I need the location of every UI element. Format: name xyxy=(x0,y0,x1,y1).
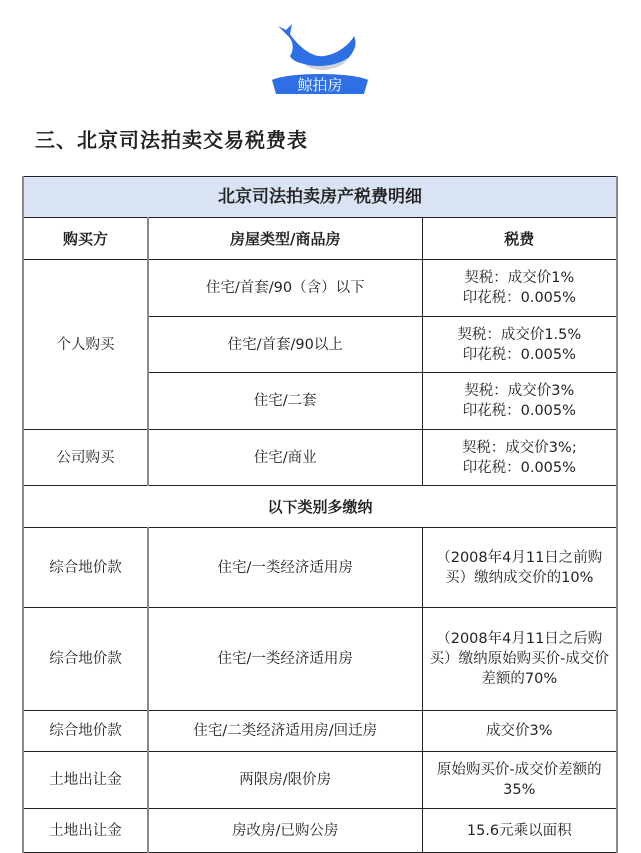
fee-cell: 原始购买价-成交价差额的35% xyxy=(422,752,617,809)
whale-icon xyxy=(268,10,372,96)
type-cell: 房改房/已购公房 xyxy=(148,809,422,853)
table-row xyxy=(23,608,617,711)
type-cell: 住宅/一类经济适用房 xyxy=(148,608,422,711)
table-title-row xyxy=(23,177,617,218)
subheader: 以下类别多缴纳 xyxy=(23,486,617,528)
category-cell: 综合地价款 xyxy=(23,608,148,711)
type-cell: 住宅/商业 xyxy=(148,430,422,486)
table-row xyxy=(23,260,617,317)
type-cell: 住宅/二类经济适用房/回迁房 xyxy=(148,711,422,752)
type-cell: 住宅/一类经济适用房 xyxy=(148,528,422,608)
header-type: 房屋类型/商品房 xyxy=(148,218,422,260)
subheader-row xyxy=(23,486,617,528)
type-cell: 住宅/二套 xyxy=(148,373,422,430)
buyer-cell: 个人购买 xyxy=(23,260,148,430)
type-cell: 住宅/首套/90（含）以下 xyxy=(148,260,422,317)
category-cell: 综合地价款 xyxy=(23,711,148,752)
table-title: 北京司法拍卖房产税费明细 xyxy=(23,177,617,218)
category-cell: 土地出让金 xyxy=(23,752,148,809)
buyer-cell: 公司购买 xyxy=(23,430,148,486)
fee-cell: 契税：成交价1% 印花税：0.005% xyxy=(422,260,617,317)
table-row xyxy=(23,752,617,809)
fee-cell: （2008年4月11日之后购买）缴纳原始购买价-成交价差额的70% xyxy=(422,608,617,711)
fee-cell: 契税：成交价3% 印花税：0.005% xyxy=(422,373,617,430)
type-cell: 住宅/首套/90以上 xyxy=(148,317,422,373)
category-cell: 综合地价款 xyxy=(23,528,148,608)
svg-text:鲸拍房: 鲸拍房 xyxy=(297,76,343,94)
brand-logo xyxy=(268,10,372,96)
table-row xyxy=(23,528,617,608)
table-row xyxy=(23,711,617,752)
table-row xyxy=(23,430,617,486)
table-header-row xyxy=(23,218,617,260)
type-cell: 两限房/限价房 xyxy=(148,752,422,809)
table-row xyxy=(23,809,617,853)
fee-cell: 15.6元乘以面积 xyxy=(422,809,617,853)
fee-cell: 契税：成交价1.5% 印花税：0.005% xyxy=(422,317,617,373)
header-buyer: 购买方 xyxy=(23,218,148,260)
fee-cell: 成交价3% xyxy=(422,711,617,752)
fee-cell: （2008年4月11日之前购买）缴纳成交价的10% xyxy=(422,528,617,608)
tax-table xyxy=(22,176,618,853)
category-cell: 土地出让金 xyxy=(23,809,148,853)
section-title: 三、北京司法拍卖交易税费表 xyxy=(35,128,308,152)
header-fee: 税费 xyxy=(422,218,617,260)
fee-cell: 契税：成交价3%; 印花税：0.005% xyxy=(422,430,617,486)
